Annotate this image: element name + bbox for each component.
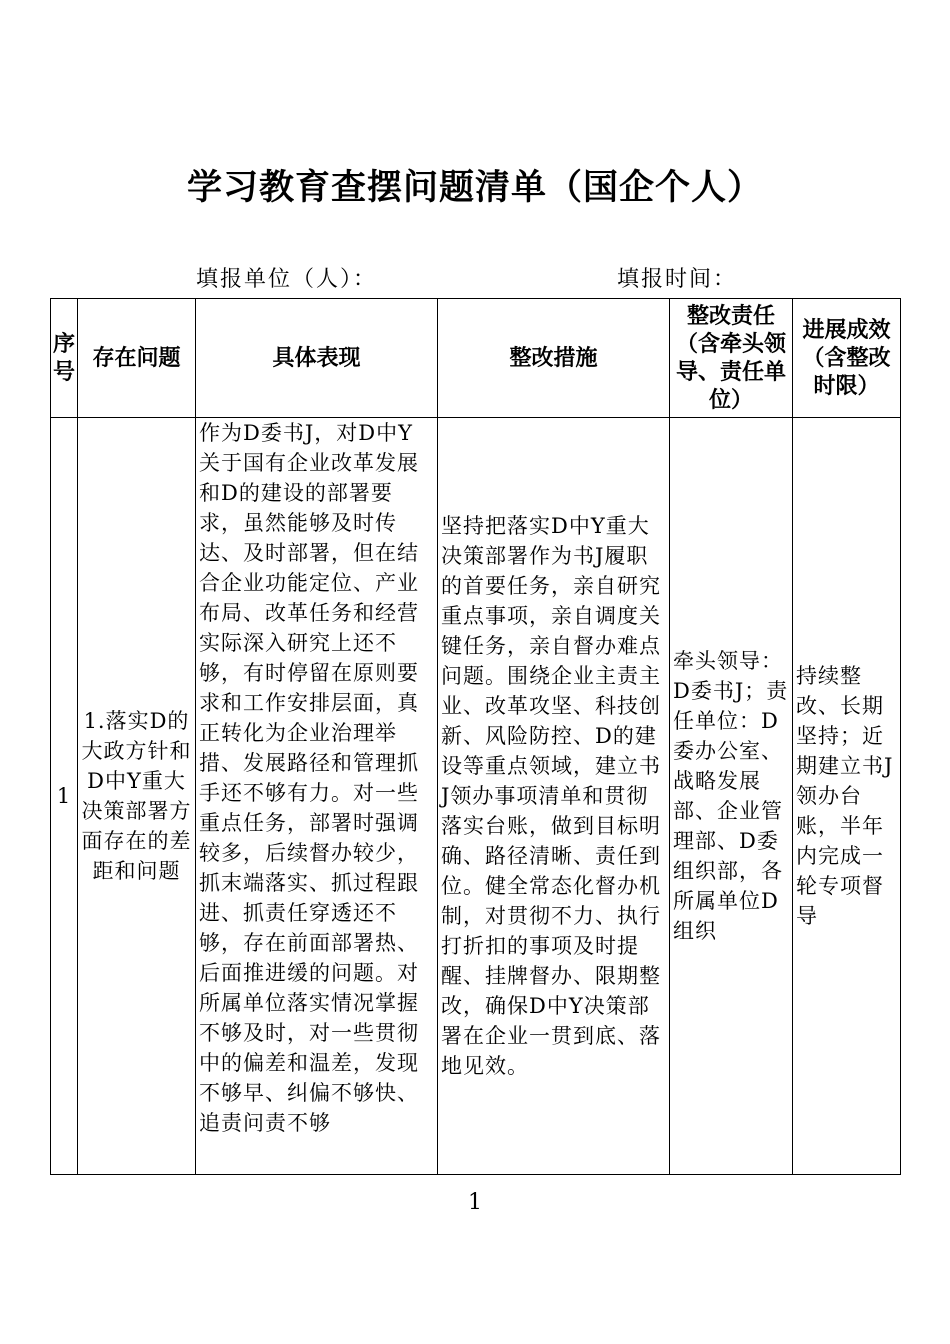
cell-progress: 持续整改、长期坚持；近期建立书J领办台账，半年内完成一轮专项督导 [793, 418, 901, 1175]
header-problem: 存在问题 [78, 299, 196, 418]
header-no: 序号 [51, 299, 78, 418]
table-row [51, 418, 901, 1175]
cell-measures: 坚持把落实D中Y重大决策部署作为书J履职的首要任务，亲自研究重点事项，亲自调度关键任务，亲自督办难点问题。围绕企业主责主业、改革攻坚、科技创新、风险防控、D的建设等重点领域，建立书J领办事项清单和贯彻落实台账，做到目标明确、路径清晰、责任到位。健全常态化督办机制，对贯彻不力、执行打折扣的事项及时提醒、挂牌督办、限期整改，确保D中Y决策部署在企业一贯到底、落地见效。 [438, 418, 670, 1175]
cell-no: 1 [51, 418, 78, 1175]
cell-problem: 1.落实D的大政方针和D中Y重大决策部署方面存在的差距和问题 [78, 418, 196, 1175]
header-measures: 整改措施 [438, 299, 670, 418]
fill-info-row [0, 262, 950, 292]
cell-manifestation: 作为D委书J，对D中Y关于国有企业改革发展和D的建设的部署要求，虽然能够及时传达、及时部署，但在结合企业功能定位、产业布局、改革任务和经营实际深入研究上还不够，有时停留在原则要求和工作安排层面，真正转化为企业治理举措、发展路径和管理抓手还不够有力。对一些重点任务，部署时强调较多，后续督办较少，抓末端落实、抓过程跟进、抓责任穿透还不够，存在前面部署热、后面推进缓的问题。对所属单位落实情况掌握不够及时，对一些贯彻中的偏差和温差，发现不够早、纠偏不够快、追责问责不够 [196, 418, 438, 1175]
header-manifestation: 具体表现 [196, 299, 438, 418]
table-header-row [51, 299, 901, 418]
document-title: 学习教育查摆问题清单（国企个人） [186, 167, 763, 208]
page-number: 1 [468, 1190, 482, 1215]
header-progress: 进展成效（含整改时限） [793, 299, 901, 418]
header-responsibility: 整改责任（含牵头领导、责任单位） [670, 299, 793, 418]
fill-unit-label: 填报单位（人）： [196, 267, 378, 292]
issues-table [50, 298, 901, 1175]
fill-time-label: 填报时间： [617, 267, 738, 292]
cell-responsibility: 牵头领导：D委书J；责任单位：D委办公室、战略发展部、企业管理部、D委组织部，各所属单位D组织 [670, 418, 793, 1175]
